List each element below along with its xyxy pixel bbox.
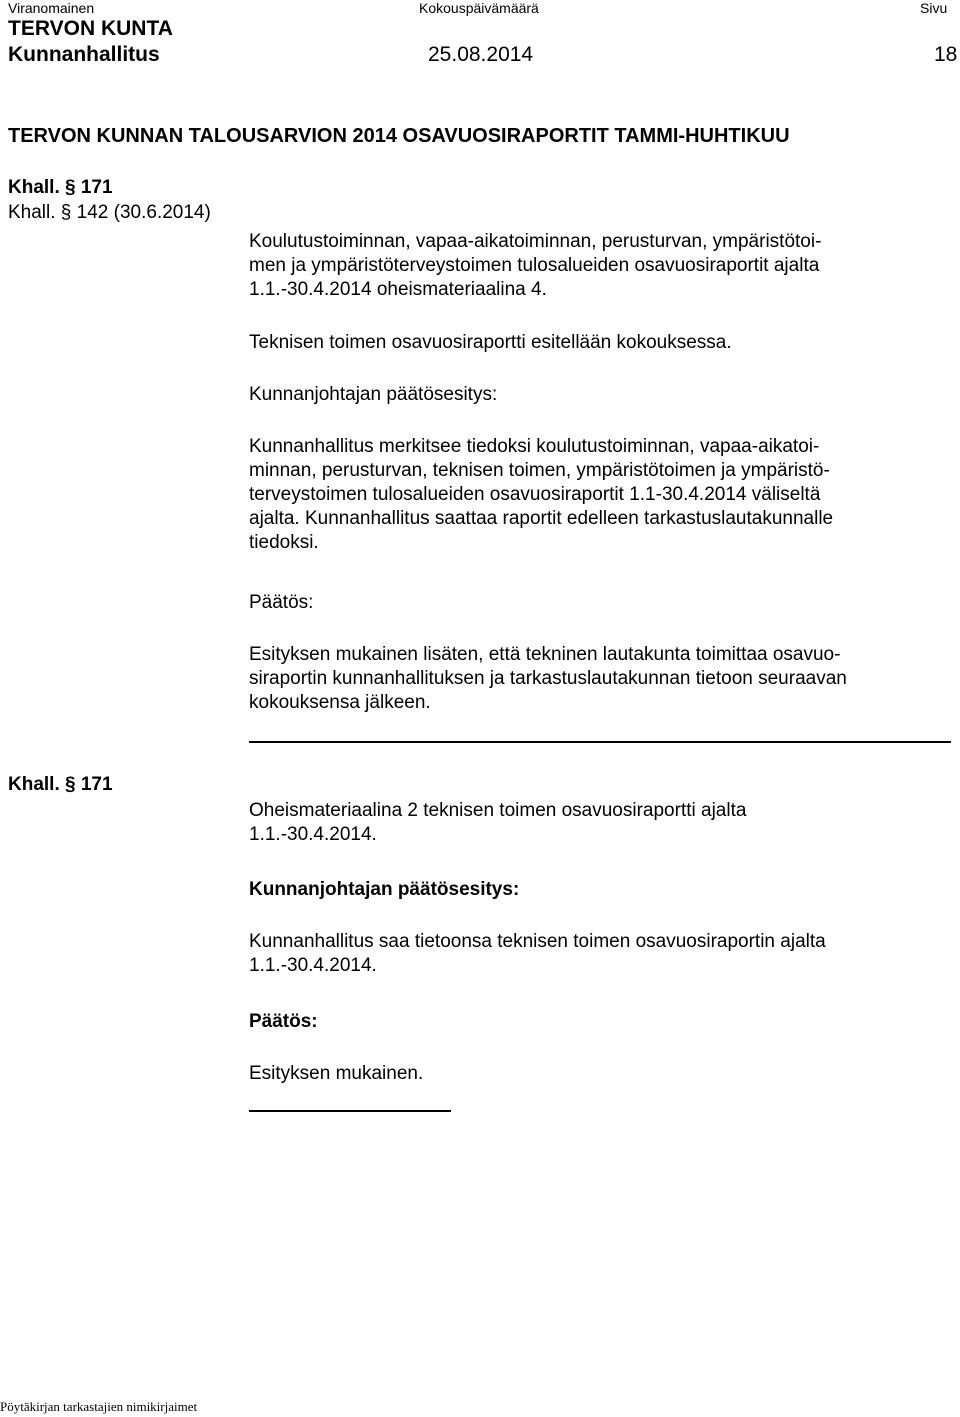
- text-line: siraportin kunnanhallituksen ja tarkastuslautakunnan tietoon seuraavan: [249, 668, 847, 689]
- section-end-rule: [249, 1110, 451, 1112]
- header-page-number: 18: [934, 43, 958, 66]
- header-authority-label: Viranomainen: [8, 0, 95, 16]
- header-date-label: Kokouspäivämäärä: [419, 0, 539, 16]
- text-line: ajalta. Kunnanhallitus saattaa raportit edelleen tarkastuslautakunnalle: [249, 508, 834, 529]
- section-2-decision-heading: Päätös:: [249, 1011, 318, 1032]
- section-1-paragraph-2: Teknisen toimen osavuosiraportti esitellään kokouksessa.: [249, 332, 732, 353]
- section-1-proposal-heading: Kunnanjohtajan päätösesitys:: [249, 384, 498, 405]
- text-line: Oheismateriaalina 2 teknisen toimen osavuosiraportti ajalta: [249, 800, 747, 821]
- section-2-ref: Khall. § 171: [8, 774, 113, 795]
- text-line: 1.1.-30.4.2014.: [249, 824, 377, 845]
- section-2-proposal-text: [249, 930, 955, 978]
- section-2-paragraph-1: [249, 799, 955, 847]
- section-1-proposal-text: [249, 435, 955, 555]
- header-meeting-date: 25.08.2014: [428, 43, 534, 66]
- text-line: minnan, perusturvan, teknisen toimen, ympäristötoimen ja ympäristö-: [249, 460, 830, 481]
- text-line: tiedoksi.: [249, 532, 319, 553]
- section-1-prev-ref: Khall. § 142 (30.6.2014): [8, 202, 211, 223]
- header-page-label: Sivu: [920, 0, 948, 16]
- text-line: Kunnanhallitus saa tietoonsa teknisen toimen osavuosiraportin ajalta: [249, 931, 826, 952]
- text-line: Esityksen mukainen lisäten, että tekninen lautakunta toimittaa osavuo-: [249, 644, 841, 665]
- text-line: men ja ympäristöterveystoimen tulosalueiden osavuosiraportit ajalta: [249, 255, 820, 276]
- section-2-proposal-heading: Kunnanjohtajan päätösesitys:: [249, 879, 520, 900]
- text-line: terveystoimen tulosalueiden osavuosiraportit 1.1-30.4.2014 väliseltä: [249, 484, 821, 505]
- section-1-paragraph-1: [249, 230, 955, 302]
- section-separator-rule: [249, 741, 951, 743]
- text-line: Kunnanhallitus merkitsee tiedoksi koulutustoiminnan, vapaa-aikatoi-: [249, 436, 820, 457]
- text-line: 1.1.-30.4.2014 oheismateriaalina 4.: [249, 279, 547, 300]
- header-municipality: TERVON KUNTA: [8, 17, 173, 40]
- section-1-decision-heading: Päätös:: [249, 592, 314, 613]
- text-line: kokouksensa jälkeen.: [249, 692, 431, 713]
- section-1-decision-text: [249, 643, 955, 715]
- footer-initials-label: Pöytäkirjan tarkastajien nimikirjaimet: [0, 1399, 198, 1414]
- text-line: 1.1.-30.4.2014.: [249, 955, 377, 976]
- document-title: TERVON KUNNAN TALOUSARVION 2014 OSAVUOSIRAPORTIT TAMMI-HUHTIKUU: [8, 125, 790, 147]
- header-body: Kunnanhallitus: [8, 43, 160, 66]
- section-2-decision-text: Esityksen mukainen.: [249, 1063, 424, 1084]
- section-1-ref: Khall. § 171: [8, 177, 113, 198]
- text-line: Koulutustoiminnan, vapaa-aikatoiminnan, perusturvan, ympäristötoi-: [249, 231, 822, 252]
